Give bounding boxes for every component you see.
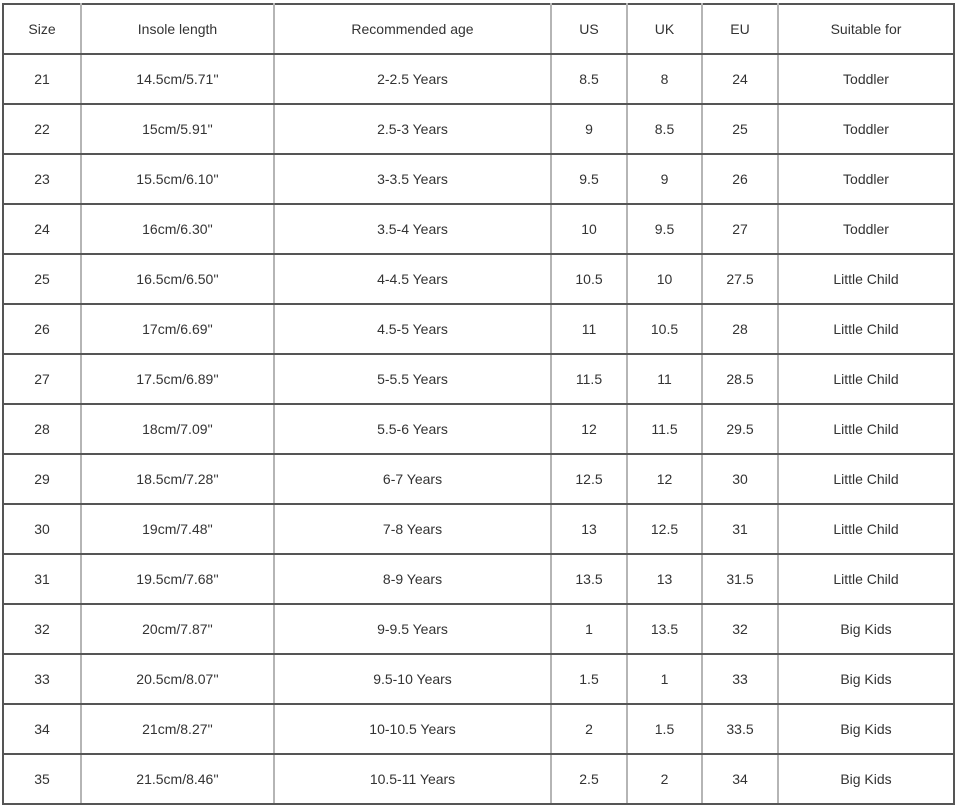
cell-recommended-age: 2.5-3 Years <box>274 104 551 154</box>
cell-recommended-age: 5-5.5 Years <box>274 354 551 404</box>
cell-us: 11.5 <box>551 354 627 404</box>
cell-insole-length: 16cm/6.30'' <box>81 204 274 254</box>
cell-size: 24 <box>3 204 81 254</box>
cell-uk: 1 <box>627 654 702 704</box>
cell-us: 2 <box>551 704 627 754</box>
cell-insole-length: 20.5cm/8.07'' <box>81 654 274 704</box>
cell-eu: 34 <box>702 754 778 804</box>
cell-suitable-for: Little Child <box>778 304 954 354</box>
cell-eu: 31.5 <box>702 554 778 604</box>
header-uk: UK <box>627 4 702 54</box>
cell-us: 13 <box>551 504 627 554</box>
cell-size: 32 <box>3 604 81 654</box>
cell-recommended-age: 5.5-6 Years <box>274 404 551 454</box>
cell-eu: 26 <box>702 154 778 204</box>
table-row <box>3 54 954 104</box>
cell-us: 2.5 <box>551 754 627 804</box>
cell-us: 10.5 <box>551 254 627 304</box>
header-insole-length: Insole length <box>81 4 274 54</box>
cell-eu: 27.5 <box>702 254 778 304</box>
cell-recommended-age: 10-10.5 Years <box>274 704 551 754</box>
cell-uk: 13.5 <box>627 604 702 654</box>
cell-eu: 31 <box>702 504 778 554</box>
cell-insole-length: 15.5cm/6.10'' <box>81 154 274 204</box>
cell-us: 10 <box>551 204 627 254</box>
cell-eu: 29.5 <box>702 404 778 454</box>
cell-recommended-age: 4.5-5 Years <box>274 304 551 354</box>
table-row <box>3 504 954 554</box>
cell-uk: 1.5 <box>627 704 702 754</box>
cell-eu: 32 <box>702 604 778 654</box>
cell-uk: 12 <box>627 454 702 504</box>
header-recommended-age: Recommended age <box>274 4 551 54</box>
cell-size: 35 <box>3 754 81 804</box>
cell-insole-length: 15cm/5.91'' <box>81 104 274 154</box>
cell-uk: 8.5 <box>627 104 702 154</box>
table-row <box>3 454 954 504</box>
cell-recommended-age: 9-9.5 Years <box>274 604 551 654</box>
cell-size: 27 <box>3 354 81 404</box>
cell-eu: 30 <box>702 454 778 504</box>
table-row <box>3 554 954 604</box>
cell-suitable-for: Big Kids <box>778 704 954 754</box>
cell-eu: 27 <box>702 204 778 254</box>
table-row <box>3 604 954 654</box>
header-eu: EU <box>702 4 778 54</box>
cell-recommended-age: 4-4.5 Years <box>274 254 551 304</box>
cell-size: 31 <box>3 554 81 604</box>
cell-insole-length: 21.5cm/8.46'' <box>81 754 274 804</box>
cell-uk: 11 <box>627 354 702 404</box>
cell-insole-length: 17cm/6.69'' <box>81 304 274 354</box>
cell-size: 22 <box>3 104 81 154</box>
cell-suitable-for: Toddler <box>778 154 954 204</box>
cell-uk: 12.5 <box>627 504 702 554</box>
table-row <box>3 354 954 404</box>
cell-uk: 13 <box>627 554 702 604</box>
cell-size: 28 <box>3 404 81 454</box>
cell-size: 33 <box>3 654 81 704</box>
cell-insole-length: 18.5cm/7.28'' <box>81 454 274 504</box>
table-row <box>3 254 954 304</box>
cell-us: 1 <box>551 604 627 654</box>
cell-suitable-for: Little Child <box>778 354 954 404</box>
table-row <box>3 404 954 454</box>
cell-size: 26 <box>3 304 81 354</box>
cell-suitable-for: Little Child <box>778 404 954 454</box>
cell-size: 30 <box>3 504 81 554</box>
cell-uk: 9 <box>627 154 702 204</box>
cell-uk: 2 <box>627 754 702 804</box>
cell-suitable-for: Little Child <box>778 254 954 304</box>
cell-eu: 25 <box>702 104 778 154</box>
table-row <box>3 304 954 354</box>
cell-uk: 8 <box>627 54 702 104</box>
cell-insole-length: 19cm/7.48'' <box>81 504 274 554</box>
cell-eu: 33.5 <box>702 704 778 754</box>
cell-suitable-for: Little Child <box>778 454 954 504</box>
cell-suitable-for: Big Kids <box>778 604 954 654</box>
cell-recommended-age: 2-2.5 Years <box>274 54 551 104</box>
cell-suitable-for: Little Child <box>778 554 954 604</box>
cell-us: 9.5 <box>551 154 627 204</box>
table-row <box>3 204 954 254</box>
size-chart-table <box>2 3 955 805</box>
table-row <box>3 654 954 704</box>
cell-size: 23 <box>3 154 81 204</box>
cell-suitable-for: Little Child <box>778 504 954 554</box>
table-row <box>3 754 954 804</box>
cell-suitable-for: Toddler <box>778 104 954 154</box>
cell-uk: 10.5 <box>627 304 702 354</box>
cell-uk: 11.5 <box>627 404 702 454</box>
cell-us: 12 <box>551 404 627 454</box>
cell-insole-length: 20cm/7.87'' <box>81 604 274 654</box>
cell-suitable-for: Toddler <box>778 54 954 104</box>
cell-uk: 10 <box>627 254 702 304</box>
cell-suitable-for: Big Kids <box>778 654 954 704</box>
cell-recommended-age: 8-9 Years <box>274 554 551 604</box>
header-size: Size <box>3 4 81 54</box>
cell-size: 25 <box>3 254 81 304</box>
cell-size: 29 <box>3 454 81 504</box>
cell-us: 8.5 <box>551 54 627 104</box>
cell-eu: 28 <box>702 304 778 354</box>
cell-us: 9 <box>551 104 627 154</box>
header-suitable-for: Suitable for <box>778 4 954 54</box>
table-row <box>3 104 954 154</box>
cell-size: 21 <box>3 54 81 104</box>
cell-recommended-age: 10.5-11 Years <box>274 754 551 804</box>
cell-recommended-age: 3.5-4 Years <box>274 204 551 254</box>
cell-suitable-for: Toddler <box>778 204 954 254</box>
header-row <box>3 4 954 54</box>
cell-insole-length: 14.5cm/5.71'' <box>81 54 274 104</box>
cell-insole-length: 21cm/8.27'' <box>81 704 274 754</box>
cell-insole-length: 17.5cm/6.89'' <box>81 354 274 404</box>
cell-us: 13.5 <box>551 554 627 604</box>
cell-eu: 28.5 <box>702 354 778 404</box>
cell-recommended-age: 9.5-10 Years <box>274 654 551 704</box>
cell-us: 1.5 <box>551 654 627 704</box>
header-us: US <box>551 4 627 54</box>
table-body <box>3 54 954 804</box>
cell-us: 11 <box>551 304 627 354</box>
cell-insole-length: 18cm/7.09'' <box>81 404 274 454</box>
cell-recommended-age: 7-8 Years <box>274 504 551 554</box>
table-row <box>3 154 954 204</box>
cell-recommended-age: 3-3.5 Years <box>274 154 551 204</box>
cell-eu: 24 <box>702 54 778 104</box>
cell-us: 12.5 <box>551 454 627 504</box>
cell-size: 34 <box>3 704 81 754</box>
cell-insole-length: 16.5cm/6.50'' <box>81 254 274 304</box>
cell-uk: 9.5 <box>627 204 702 254</box>
cell-recommended-age: 6-7 Years <box>274 454 551 504</box>
cell-insole-length: 19.5cm/7.68'' <box>81 554 274 604</box>
cell-eu: 33 <box>702 654 778 704</box>
cell-suitable-for: Big Kids <box>778 754 954 804</box>
table-row <box>3 704 954 754</box>
